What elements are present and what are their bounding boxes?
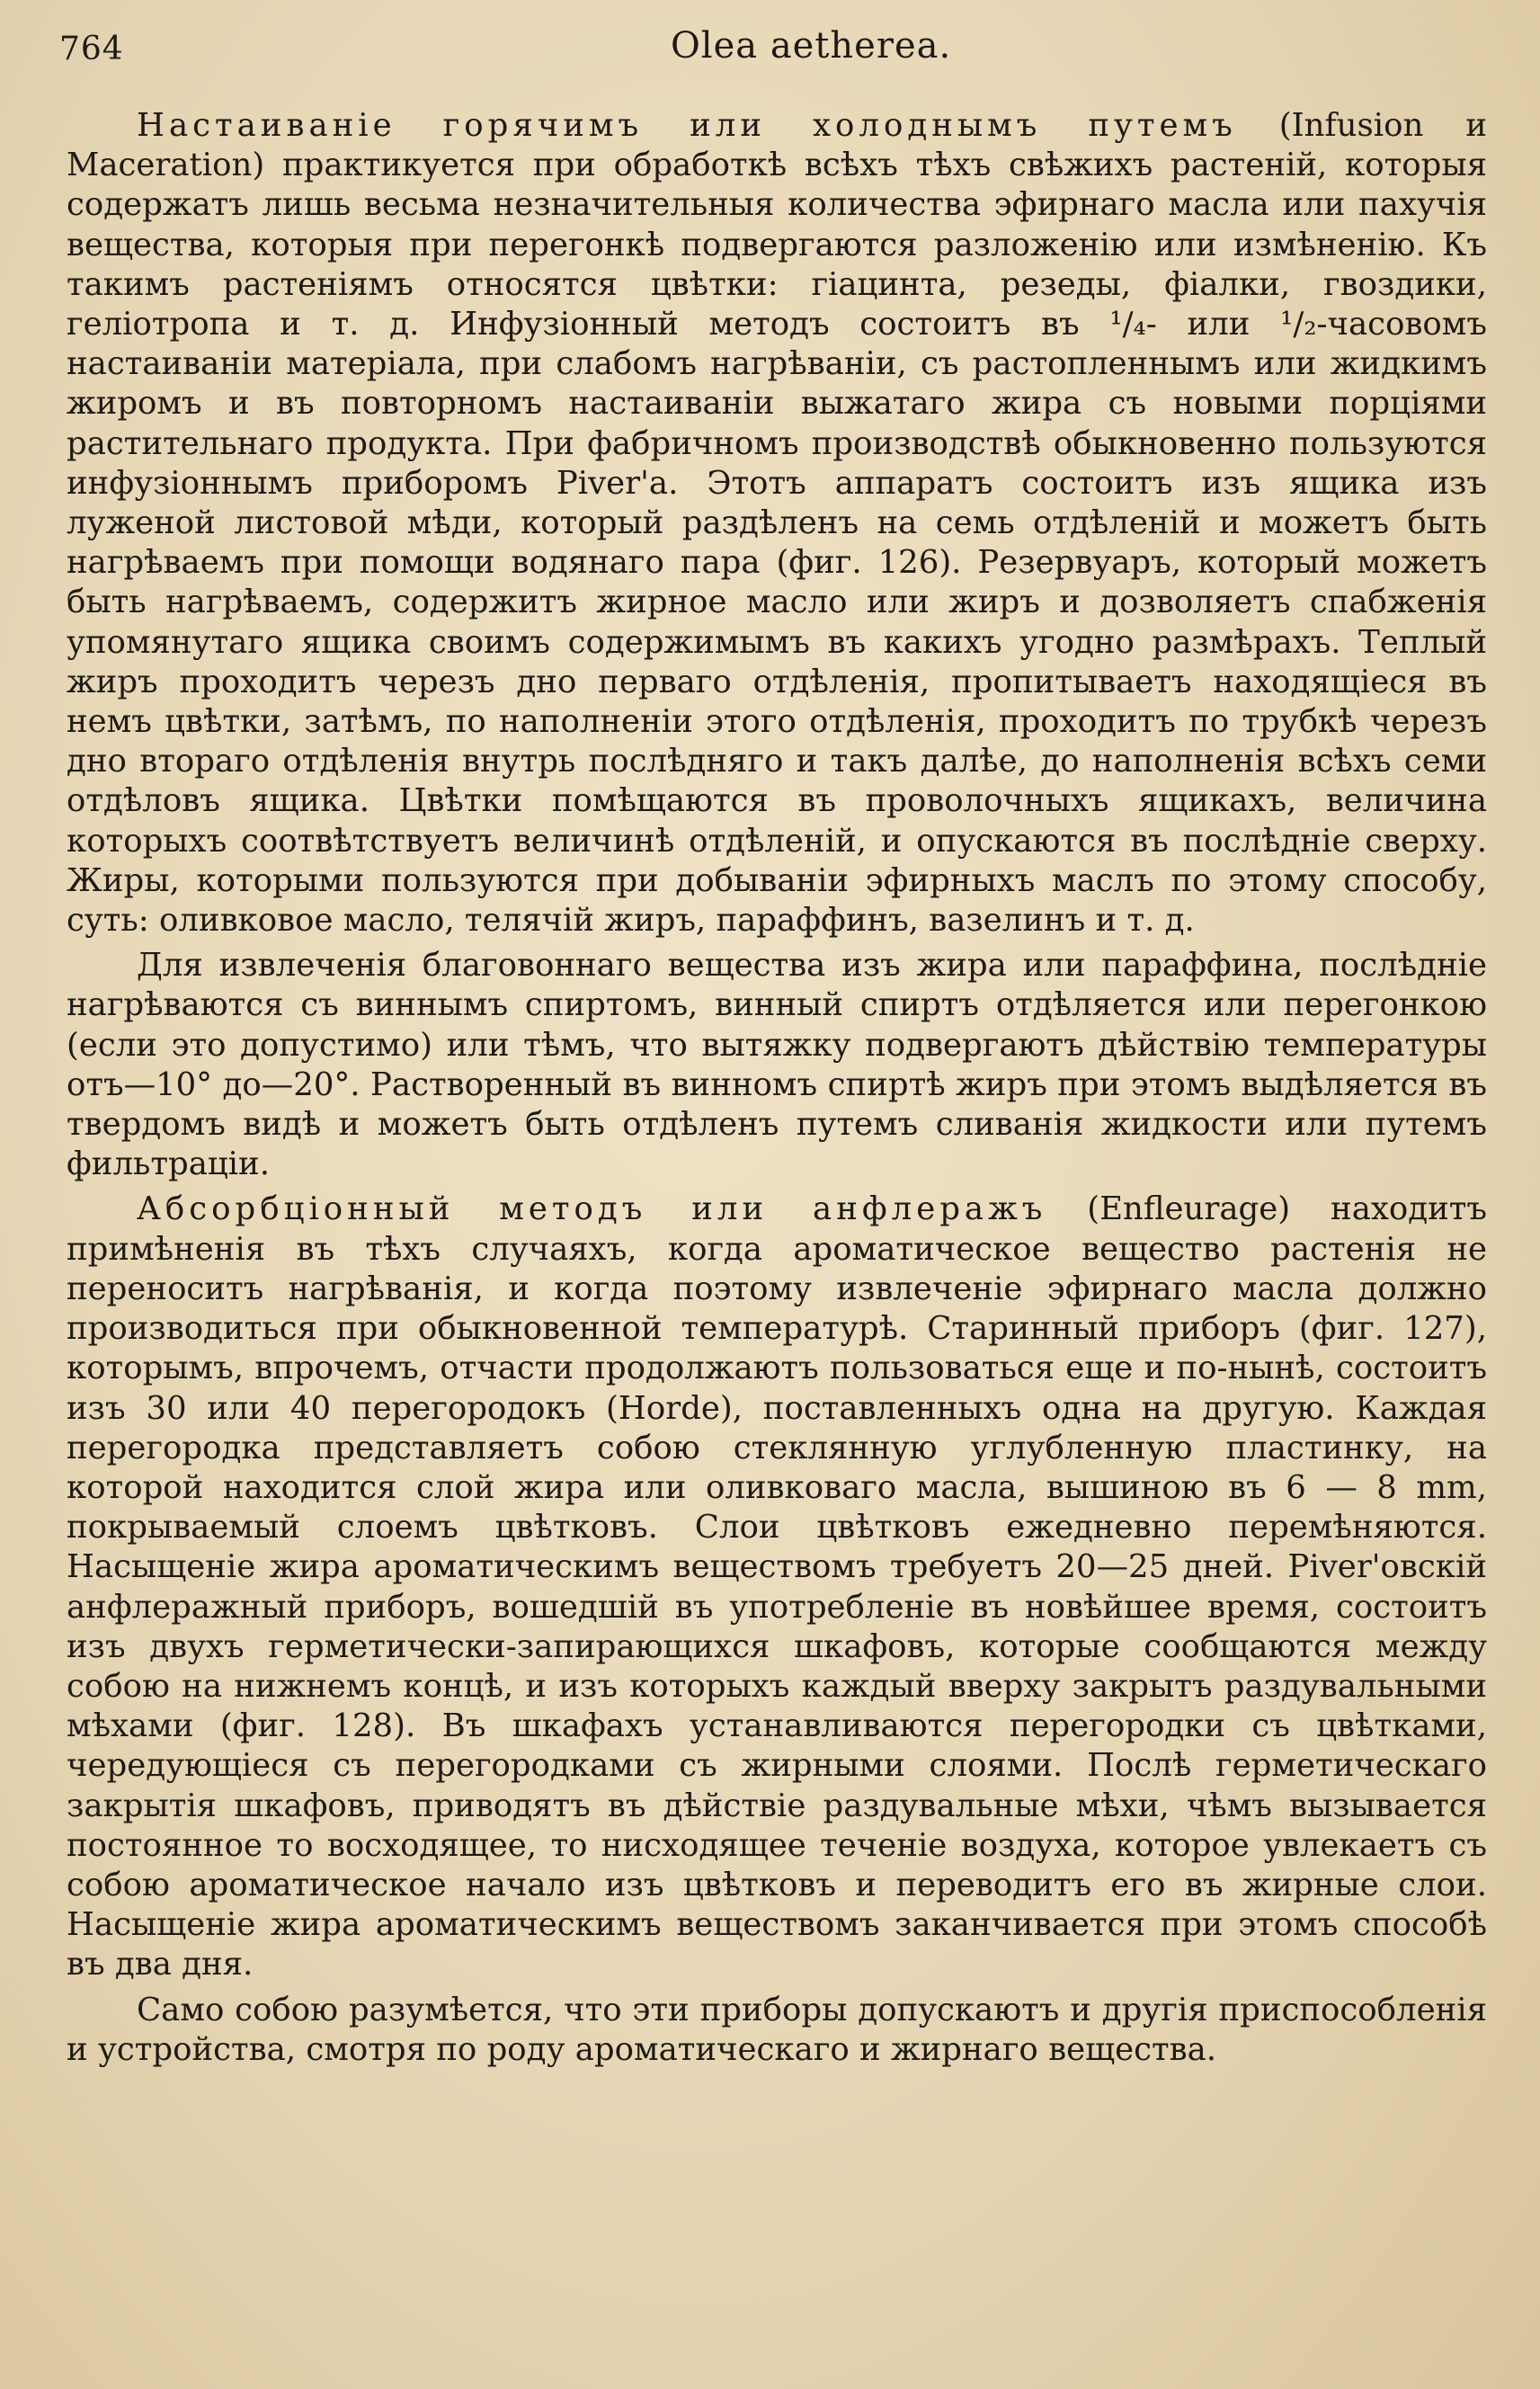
paragraph-conclusion (67, 1991, 1487, 2070)
paragraph-text: (Infusion и Maceration) практикуется при обработкѣ всѣхъ тѣхъ свѣжихъ растеній, которыя содержатъ лишь весьма незначительныя количества эфирнаго масла или пахучія вещества, которыя при перегонкѣ подвергаются разложенію или измѣненію. Къ такимъ растеніямъ относятся цвѣтки: гіацинта, резеды, фіалки, гвоздики, геліотропа и т. д. Инфузіонный методъ состоитъ въ ¹/₄- или ¹/₂-часовомъ настаиваніи матеріала, при слабомъ нагрѣваніи, съ растопленнымъ или жидкимъ жиромъ и въ повторномъ настаиваніи выжатаго жира съ новыми порціями растительнаго продукта. При фабричномъ производствѣ обыкновенно пользуются инфузіоннымъ приборомъ Piver'a. Этотъ аппаратъ состоитъ изъ ящика изъ луженой листовой мѣди, который раздѣленъ на семь отдѣленій и можетъ быть нагрѣваемъ при помощи водянаго пара (фиг. 126). Резервуаръ, который можетъ быть нагрѣваемъ, содержитъ жирное масло или жиръ и дозволяетъ спабженія упомянутаго ящика своимъ содержимымъ въ какихъ угодно размѣрахъ. Теплый жиръ проходитъ черезъ дно перваго отдѣленія, пропитываетъ находящіеся въ немъ цвѣтки, затѣмъ, по наполненіи этого отдѣленія, проходитъ по трубкѣ черезъ дно втораго отдѣленія внутрь послѣдняго и такъ далѣе, до наполненія всѣхъ семи отдѣловъ ящика. Цвѣтки помѣщаются въ проволочныхъ ящикахъ, величина которыхъ соотвѣтствуетъ величинѣ отдѣленій, и опускаются въ послѣдніе сверху. Жиры, которыми пользуются при добываніи эфирныхъ маслъ по этому способу, суть: оливковое масло, телячій жиръ, параффинъ, вазелинъ и т. д. (67, 107, 1487, 940)
paragraph-text: Само собою разумѣется, что эти приборы допускаютъ и другія приспособленія и устройства, смотря по роду ароматическаго и жирнаго вещества. (67, 1991, 1487, 2068)
paragraph-text: Для извлеченія благовоннаго вещества изъ жира или параффина, послѣдніе нагрѣваются съ виннымъ спиртомъ, винный спиртъ отдѣляется или перегонкою (если это допустимо) или тѣмъ, что вытяжку подвергаютъ дѣйствію температуры отъ—10° до—20°. Растворенный въ винномъ спиртѣ жиръ при этомъ выдѣляется въ твердомъ видѣ и можетъ быть отдѣленъ путемъ сливанія жидкости или путемъ фильтраціи. (67, 947, 1487, 1183)
paragraph-lead-term: Абсорбціонный методъ или анфлеражъ (137, 1190, 1047, 1228)
paragraph-text: (Enfleurage) находитъ примѣненія въ тѣхъ случаяхъ, когда ароматическое вещество растенія не переноситъ нагрѣванія, и когда поэтому извлеченіе эфирнаго масла должно производиться при обыкновенной температурѣ. Старинный приборъ (фиг. 127), которымъ, впрочемъ, отчасти продолжаютъ пользоваться еще и по-нынѣ, состоитъ изъ 30 или 40 перегородокъ (Horde), поставленныхъ одна на другую. Каждая перегородка представляетъ собою стеклянную углубленную пластинку, на которой находится слой жира или оливковаго масла, вышиною въ 6 — 8 mm, покрываемый слоемъ цвѣтковъ. Слои цвѣтковъ ежедневно перемѣняются. Насыщеніе жира ароматическимъ веществомъ требуетъ 20—25 дней. Piver'овскій анфлеражный приборъ, вошедшій въ употребленіе въ новѣйшее время, состоитъ изъ двухъ герметически-запирающихся шкафовъ, которые сообщаются между собою на нижнемъ концѣ, и изъ которыхъ каждый вверху закрытъ раздувальными мѣхами (фиг. 128). Въ шкафахъ устанавливаются перегородки съ цвѣтками, чередующіеся съ перегородками съ жирными слоями. Послѣ герметическаго закрытія шкафовъ, приводятъ въ дѣйствіе раздувальные мѣхи, чѣмъ вызывается постоянное то восходящее, то нисходящее теченіе воздуха, которое увлекаетъ съ собою ароматическое начало изъ цвѣтковъ и переводитъ его въ жирные слои. Насыщеніе жира ароматическимъ веществомъ заканчивается при этомъ способѣ въ два дня. (67, 1190, 1487, 1983)
page-header (59, 25, 1498, 88)
running-head: Olea aetherea. (671, 25, 952, 67)
paragraph-extraction (67, 946, 1487, 1184)
paragraph-infusion (67, 106, 1487, 940)
paragraph-lead-term: Настаиваніе горячимъ или холоднымъ путемъ (137, 107, 1237, 144)
body-text (67, 106, 1487, 2070)
page-number: 764 (59, 31, 124, 67)
paragraph-enfleurage (67, 1190, 1487, 1984)
